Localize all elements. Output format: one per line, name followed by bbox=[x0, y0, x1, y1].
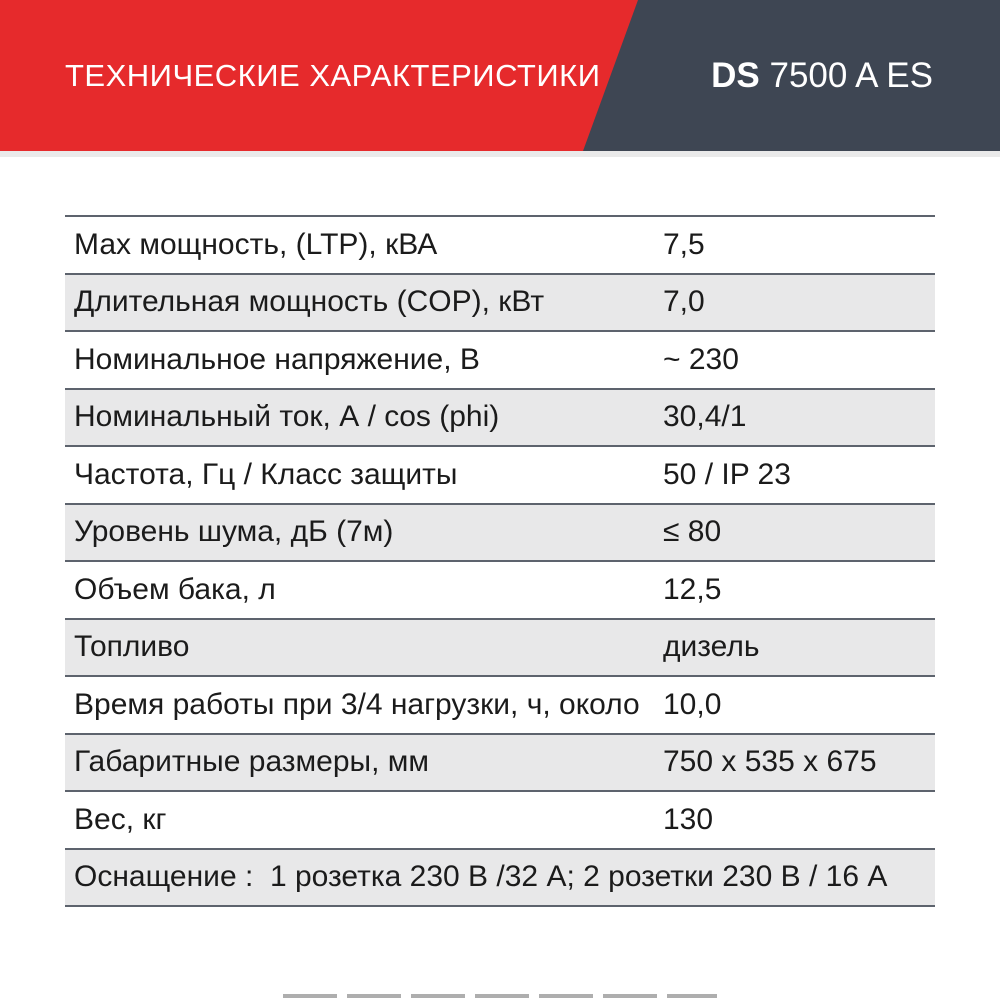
table-row bbox=[65, 620, 935, 678]
spec-value: 130 bbox=[663, 802, 714, 836]
spec-value: ≤ 80 bbox=[663, 515, 722, 549]
spec-value: ~ 230 bbox=[663, 342, 739, 376]
spec-label: Частота, Гц / Класс защиты bbox=[74, 457, 458, 491]
table-row bbox=[65, 447, 935, 505]
spec-value: 30,4/1 bbox=[663, 400, 747, 434]
spec-value: 7,5 bbox=[663, 227, 705, 261]
table-row bbox=[65, 562, 935, 620]
spec-label: Вес, кг bbox=[74, 802, 167, 836]
table-row bbox=[65, 275, 935, 333]
spec-value: дизель bbox=[663, 630, 760, 664]
spec-label: Объем бака, л bbox=[74, 572, 276, 606]
table-row bbox=[65, 217, 935, 275]
header-banner bbox=[0, 0, 1000, 151]
spec-value: 10,0 bbox=[663, 687, 722, 721]
spec-label: Номинальный ток, А / cos (phi) bbox=[74, 400, 500, 434]
spec-value: 7,0 bbox=[663, 285, 705, 319]
spec-label: Габаритные размеры, мм bbox=[74, 745, 430, 779]
spec-value: 750 x 535 x 675 bbox=[663, 745, 877, 779]
spec-value: 50 / IP 23 bbox=[663, 457, 791, 491]
table-row bbox=[65, 390, 935, 448]
table-row bbox=[65, 850, 935, 908]
model-series: DS bbox=[711, 55, 760, 95]
spec-table bbox=[65, 215, 935, 907]
barcode-strip bbox=[283, 994, 717, 998]
spec-value: 12,5 bbox=[663, 572, 722, 606]
spec-label: Уровень шума, дБ (7м) bbox=[74, 515, 394, 549]
spec-label: Топливо bbox=[74, 630, 190, 664]
spec-label: Длительная мощность (COP), кВт bbox=[74, 285, 545, 319]
spec-label: Оснащение : 1 розетка 230 В /32 А; 2 розетки 230 В / 16 А bbox=[74, 860, 888, 894]
model-name bbox=[711, 0, 933, 151]
spec-label: Время работы при 3/4 нагрузки, ч, около bbox=[74, 687, 640, 721]
header-divider bbox=[0, 151, 1000, 157]
model-number: 7500 A ES bbox=[759, 55, 933, 95]
table-row bbox=[65, 332, 935, 390]
table-row bbox=[65, 792, 935, 850]
table-row bbox=[65, 677, 935, 735]
spec-label: Мах мощность, (LTP), кВА bbox=[74, 227, 438, 261]
table-row bbox=[65, 505, 935, 563]
page-title: ТЕХНИЧЕСКИЕ ХАРАКТЕРИСТИКИ bbox=[65, 57, 601, 93]
table-row bbox=[65, 735, 935, 793]
spec-label: Номинальное напряжение, В bbox=[74, 342, 480, 376]
